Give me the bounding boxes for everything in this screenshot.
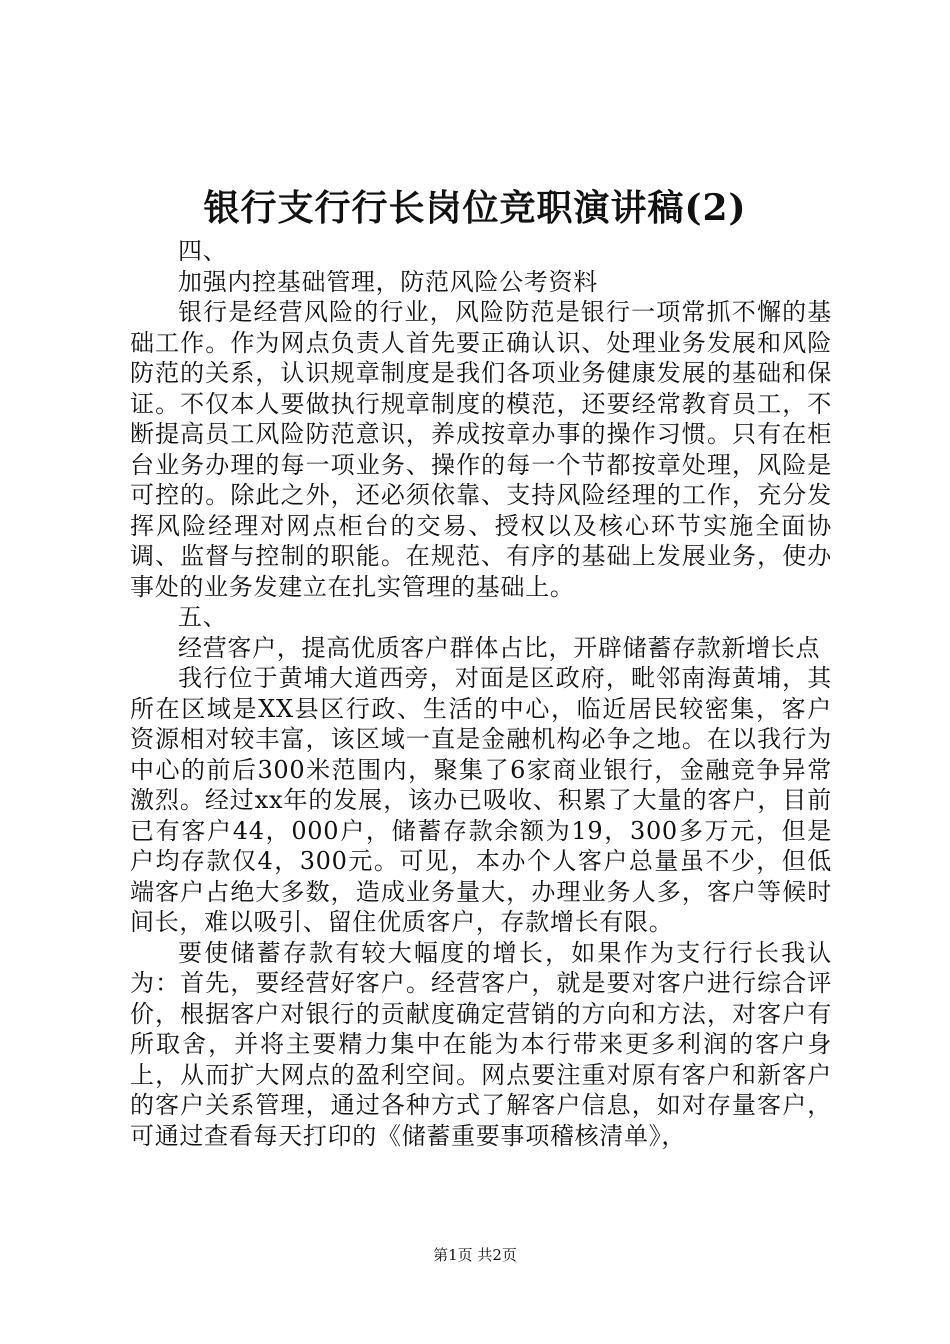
paragraph-branch-location: 我行位于黄埔大道西旁，对面是区政府，毗邻南海黄埔，其所在区域是XX县区行政、生活的中心，临近居民较密集，客户资源相对较丰富，该区域一直是金融机构必争之地。在以我行为中心的前后300米范围内，聚集了6家商业银行，金融竞争异常激烈。经过xx年的发展，该办已吸收、积累了大量的客户，目前已有客户44，000户，储蓄存款余额为19，300多万元，但是户均存款仅4，300元。可见，本办个人客户总量虽不少，但低端客户占绝大多数，造成业务量大，办理业务人多，客户等候时间长，难以吸引、留住优质客户，存款增长有限。 (130, 664, 832, 936)
paragraph-deposit-growth: 要使储蓄存款有较大幅度的增长，如果作为支行行长我认为：首先，要经营好客户。经营客户，就是要对客户进行综合评价，根据客户对银行的贡献度确定营销的方向和方法，对客户有所取舍，并将主要精力集中在能为本行带来更多利润的客户身上，从而扩大网点的盈利空间。网点要注重对原有客户和新客户的客户关系管理，通过各种方式了解客户信息，如对存量客户，可通过查看每天打印的《储蓄重要事项稽核清单》， (130, 938, 832, 1150)
paragraph-risk-prevention: 银行是经营风险的行业，风险防范是银行一项常抓不懈的基础工作。作为网点负责人首先要正确认识、处理业务发展和风险防范的关系，认识规章制度是我们各项业务健康发展的基础和保证。不仅本人要做执行规章制度的模范，还要经常教育员工，不断提高员工风险防范意识，养成按章办事的操作习惯。只有在柜台业务办理的每一项业务、操作的每一个节都按章处理，风险是可控的。除此之外，还必须依靠、支持风险经理的工作，充分发挥风险经理对网点柜台的交易、授权以及核心环节实施全面协调、监督与控制的职能。在规范、有序的基础上发展业务，使办事处的业务发建立在扎实管理的基础上。 (130, 298, 832, 601)
document-title: 银行支行行长岗位竞职演讲稿(2) (203, 187, 747, 229)
section-heading-risk-control: 加强内控基础管理，防范风险公考资料 (178, 267, 598, 296)
section-heading-customer-management: 经营客户，提高优质客户群体占比，开辟储蓄存款新增长点 (178, 633, 821, 662)
section-number-five: 五、 (178, 603, 228, 631)
page-footer: 第1页 共2页 (433, 1246, 517, 1264)
document-body (130, 236, 832, 1151)
section-number-four: 四、 (178, 237, 228, 265)
